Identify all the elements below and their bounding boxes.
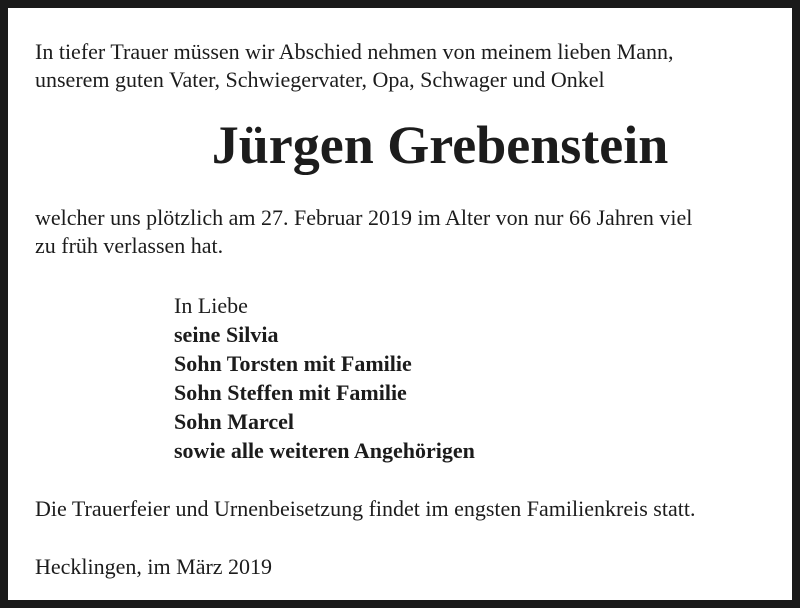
place-and-date: Hecklingen, im März 2019: [35, 554, 273, 579]
signature-greeting: In Liebe: [174, 293, 248, 318]
mourner-line: Sohn Steffen mit Familie: [174, 380, 407, 405]
deceased-name: Jürgen Grebenstein: [211, 115, 669, 175]
signature-block: [174, 291, 475, 465]
intro-line-2: unserem guten Vater, Schwiegervater, Opa, Schwager und Onkel: [35, 67, 605, 92]
mourner-line: Sohn Marcel: [174, 409, 294, 434]
mourner-line: Sohn Torsten mit Familie: [174, 351, 412, 376]
body-line-1: welcher uns plötzlich am 27. Februar 2019 im Alter von nur 66 Jahren viel: [35, 205, 693, 230]
ceremony-info: Die Trauerfeier und Urnenbeisetzung findet im engsten Familienkreis statt.: [35, 496, 696, 521]
body-line-2: zu früh verlassen hat.: [35, 233, 224, 258]
mourner-line: seine Silvia: [174, 322, 279, 347]
intro-line-1: In tiefer Trauer müssen wir Abschied nehmen von meinem lieben Mann,: [35, 39, 674, 64]
mourner-line: sowie alle weiteren Angehörigen: [174, 438, 475, 463]
deceased-name-heading: [8, 112, 792, 178]
